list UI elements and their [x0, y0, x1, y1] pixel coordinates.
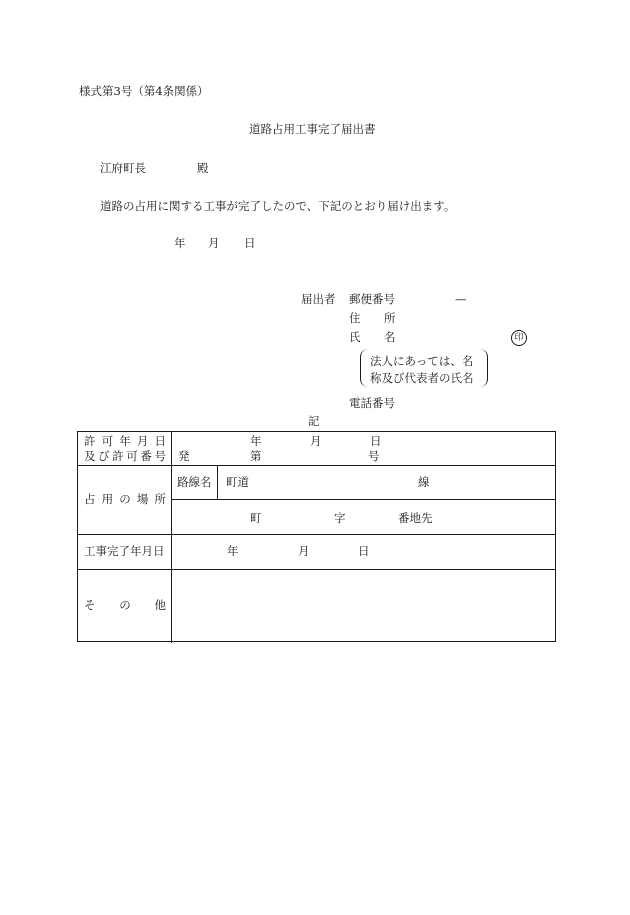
permit-day: 日: [370, 434, 382, 448]
date-day: 日: [244, 236, 256, 250]
ki-heading: 記: [308, 414, 320, 428]
postal-label: 郵便番号: [349, 292, 395, 306]
completion-day: 日: [358, 544, 370, 558]
permit-month: 月: [310, 434, 322, 448]
completion-month: 月: [298, 544, 310, 558]
date-month: 月: [208, 236, 220, 250]
phone-label: 電話番号: [349, 396, 395, 410]
completion-date-label: 工事完了年月日: [84, 544, 165, 558]
name-label-2: 名: [384, 330, 396, 344]
date-year: 年: [174, 236, 186, 250]
permit-year: 年: [250, 434, 262, 448]
permit-dai: 第: [250, 449, 262, 463]
location-label: 占 用 の 場 所: [84, 492, 166, 506]
banchi-label: 番地先: [398, 511, 433, 525]
address-label-1: 住: [349, 311, 361, 325]
route-name-label: 路線名: [177, 475, 212, 489]
permit-date-label: 許 可 年 月 日: [84, 434, 166, 448]
seal-stamp: 印: [511, 330, 527, 346]
line-label: 線: [418, 475, 430, 489]
other-field[interactable]: [172, 570, 556, 642]
address-label-2: 所: [384, 311, 396, 325]
addressee-name: 江府町長: [100, 161, 146, 175]
name-label-1: 氏: [349, 330, 361, 344]
permit-prefix: 発: [178, 449, 190, 463]
document-title: 道路占用工事完了届出書: [249, 122, 376, 136]
permit-number-label: 及 び 許 可 番 号: [84, 449, 166, 463]
permit-go: 号: [368, 449, 380, 463]
postal-dash: —: [455, 292, 467, 306]
form-number: 様式第3号（第4条関係）: [79, 84, 209, 98]
corporate-note-line-2: 称及び代表者の氏名: [370, 371, 474, 385]
other-label: そ の 他: [84, 598, 166, 612]
body-text: 道路の占用に関する工事が完了したので、下記のとおり届け出ます。: [100, 199, 456, 213]
corporate-note-line-1: 法人にあっては、名: [370, 354, 474, 368]
applicant-label: 届出者: [301, 292, 336, 306]
completion-year: 年: [227, 544, 239, 558]
aza-label: 字: [334, 511, 346, 525]
town-label: 町: [250, 511, 262, 525]
town-road-label: 町道: [226, 475, 249, 489]
form-table: [77, 431, 556, 642]
addressee-honorific: 殿: [197, 161, 209, 175]
